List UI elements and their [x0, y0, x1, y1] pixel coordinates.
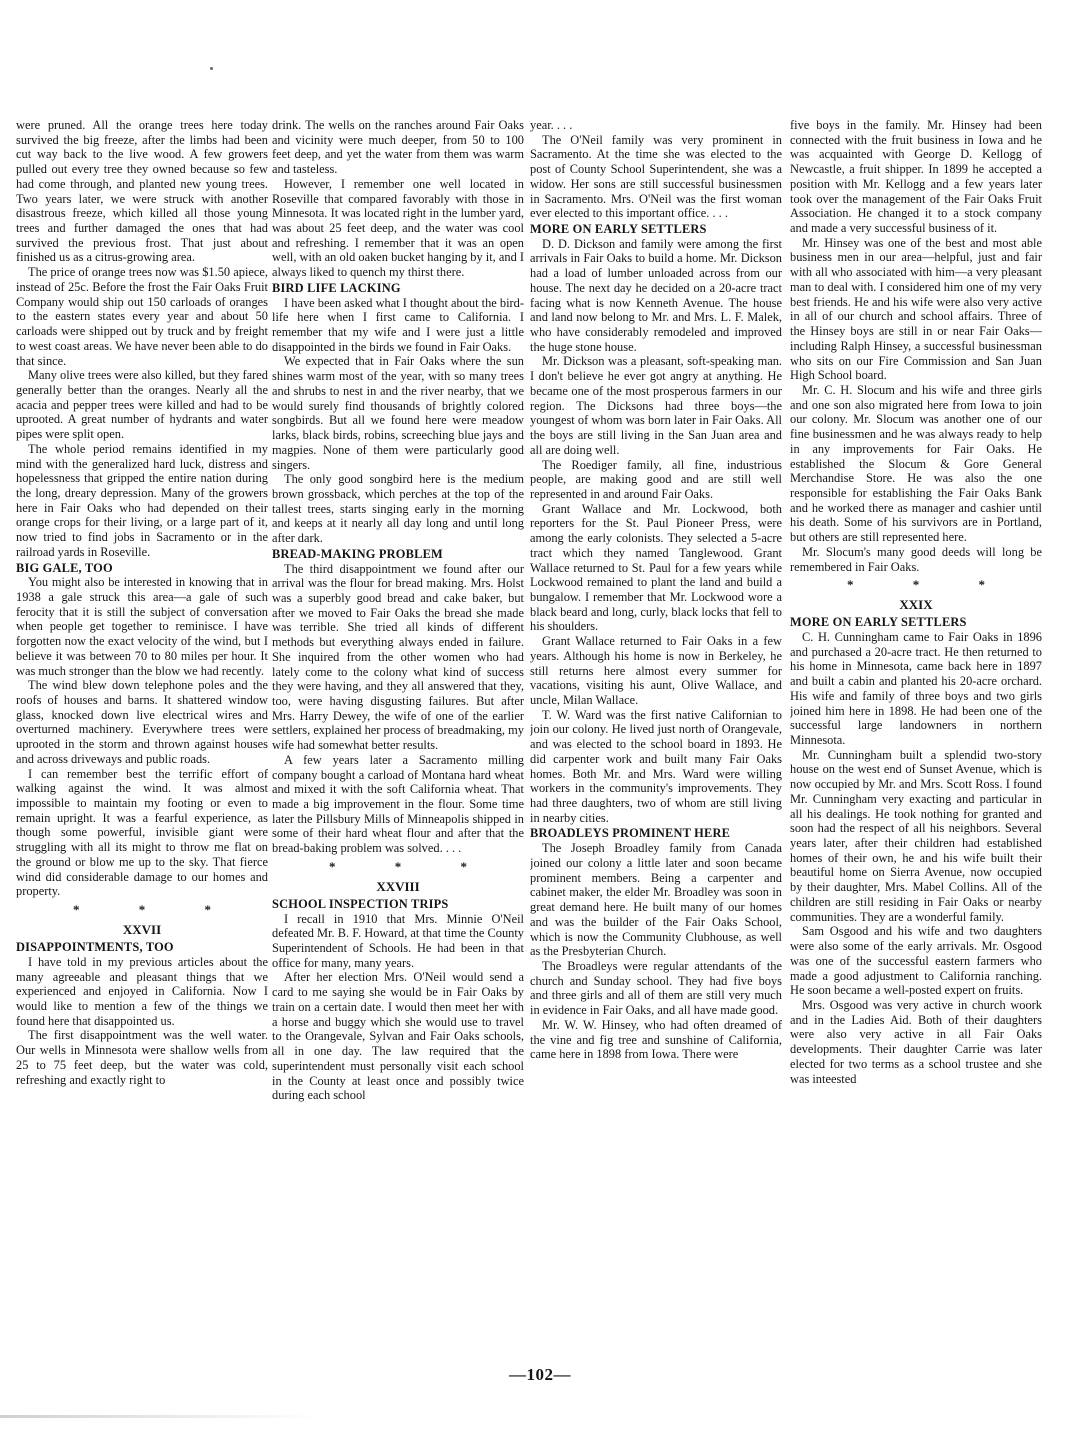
- scan-edge-mark: [0, 1415, 320, 1418]
- paragraph: A few years later a Sacramento milling company bought a carload of Montana hard wheat and mixed it with the soft California wheat. That made a big improvement in the flour. Some time later the Pillsbury Mills of Minneapolis shipped in some of their hard wheat flour and after that the bread-baking problem was solved. . . .: [272, 752, 524, 856]
- chapter-number: XXIX: [899, 597, 933, 613]
- section-heading: BROADLEYS PROMINENT HERE: [530, 826, 731, 841]
- paragraph: The whole period remains identified in my mind with the generalized hard luck, distress and hopelessness that gripped the entire nation during the long, dreary depression. Many of the growers here in Fair Oaks who had depended on their orange crops for their living, or a large part of it, now tried to find jobs in Sacramento or in the railroad yards in Roseville.: [16, 441, 268, 559]
- text-column-4: [790, 118, 1042, 1358]
- paragraph: The third disappointment we found after our arrival was the flour for bread making. Mrs. Holst was a superbly good bread and cake baker, but after we moved to Fair Oaks the bread she made was terrible. She tried all kinds of different methods but everything always ended in failure. She inquired from the other women who had lately come to the colony what kind of success they were having, and they all answered that they, too, were having disgusting failures. But after Mrs. Harry Dewey, the wife of one of the earlier settlers, explained her process of breadmaking, my wife had somewhat better results.: [272, 561, 524, 753]
- text-column-2: [272, 118, 524, 1358]
- chapter-number: XXVII: [122, 922, 162, 938]
- section-heading: MORE ON EARLY SETTLERS: [790, 615, 967, 630]
- paragraph: D. D. Dickson and family were among the first arrivals in Fair Oaks to build a home. Mr. Dickson had a load of lumber unloaded across from our house. The next day he decided on a 20-acre tract facing what is now Kenneth Avenue. The house and land now belong to Mr. and Mrs. L. F. Malek, who have considerably remodeled and improved the huge stone house.: [530, 236, 782, 354]
- paragraph: Mr. Slocum's many good deeds will long be remembered in Fair Oaks.: [790, 544, 1042, 574]
- text-column-3: [530, 118, 782, 1358]
- section-heading: BIG GALE, TOO: [16, 560, 113, 575]
- paragraph: Grant Wallace returned to Fair Oaks in a few years. Although his home is now in Berkeley, he still returns here almost every summer for vacations, visiting his aunt, Olive Wallace, and uncle, Milan Wallace.: [530, 634, 782, 708]
- section-heading: BIRD LIFE LACKING: [272, 280, 401, 295]
- paragraph: drink. The wells on the ranches around Fair Oaks and vicinity were much deeper, from 50 to 100 feet deep, and yet the water from them was warm and tasteless.: [272, 118, 524, 177]
- paragraph: We expected that in Fair Oaks where the sun shines warm most of the year, with so many trees and shrubs to nest in and the river nearby, that we would surely find thousands of brightly colored songbirds. But all we found here were meadow larks, black birds, robins, screeching blue jays and magpies. None of them were particularly good singers.: [272, 354, 524, 472]
- section-divider-stars: * * *: [329, 858, 495, 874]
- section-divider-stars: * * *: [73, 902, 239, 918]
- paragraph: I recall in 1910 that Mrs. Minnie O'Neil defeated Mr. B. F. Howard, at that time the County Superintendent of Schools. He had been in that office for many, many years.: [272, 911, 524, 970]
- paragraph: Mr. Hinsey was one of the best and most able business men in our area—helpful, just and fair with all who associated with him—a very pleasant man to deal with. I considered him one of my very best friends. He and his wife were also very active in all of our church and school affairs. Three of the Hinsey boys are still in or near Fair Oaks—including Ralph Hinsey, a successful businessman who sits on our Fire Commission and San Juan High School board.: [790, 235, 1042, 383]
- paragraph: You might also be interested in knowing that in 1938 a gale struck this area—a gale of such ferocity that it is still the subject of conversation when people get together to reminisce. I have forgotten now the exact velocity of the wind, but I believe it was between 70 to 80 miles per hour. It was much stronger than the blow we had recently.: [16, 575, 268, 678]
- paragraph: T. W. Ward was the first native Californian to join our colony. He lived just north of Orangevale, and was elected to the school board in 1893. He did carpenter work and built many Fair Oaks homes. Both Mr. and Mrs. Ward were willing workers in the community's improvements. They had three daughters, two of whom are still living in nearby cities.: [530, 707, 782, 825]
- paragraph: The Broadleys were regular attendants of the church and Sunday school. They had five boys and three girls and all of them are still very much in evidence in Fair Oaks, and all have made good.: [530, 958, 782, 1018]
- chapter-number: XXVIII: [376, 878, 420, 894]
- scan-speck: [210, 67, 213, 70]
- paragraph: Mrs. Osgood was very active in church woork and in the Ladies Aid. Both of their daughters were also very active in all Fair Oaks developments. Their daughter Carrie was later elected for two terms as a school trustee and she was inteested: [790, 997, 1042, 1086]
- paragraph: The only good songbird here is the medium brown grossback, which perches at the top of the tallest trees, starts singing early in the morning and keeps at it nearly all day long and until long after dark.: [272, 472, 524, 546]
- paragraph: The price of orange trees now was $1.50 apiece, instead of 25c. Before the frost the Fair Oaks Fruit Company would ship out 150 carloads of oranges to the eastern states every year and about 50 carloads were shipped out by truck and by freight to west coast areas. We have never been able to do that since.: [16, 265, 268, 368]
- paragraph: The wind blew down telephone poles and the roofs of houses and barns. It shattered window glass, knocked down live electrical wires and overturned machinery. Everywhere trees were uprooted in the storm and thrown against houses and across driveways and public roads.: [16, 678, 268, 766]
- paragraph: The O'Neil family was very prominent in Sacramento. At the time she was elected to the post of County School Superintendent, she was a widow. Her sons are still successful businessmen in Sacramento. Mrs. O'Neil was the first woman ever elected to this important office. . . .: [530, 132, 782, 221]
- paragraph: After her election Mrs. O'Neil would send a card to me saying she would be in Fair Oaks by train on a certain date. I would then meet her with a horse and buggy which she would use to travel to the Orangevale, Sylvan and Fair Oaks schools, all in one day. The law required that the superintendent must personally visit each school in the County at least once and possibly twice during each school: [272, 970, 524, 1103]
- paragraph: C. H. Cunningham came to Fair Oaks in 1896 and purchased a 20-acre tract. He then returned to his home in Minnesota, came back here in 1897 and built a cabin and planted his 20-acre orchard. His wife and family of three boys and two girls joined him here in 1898. He had been one of the successful large landowners in northern Minnesota.: [790, 629, 1042, 748]
- paragraph: Mr. Cunningham built a splendid two-story house on the west end of Sunset Avenue, which is now occupied by Mr. and Mrs. Scott Ross. I found Mr. Cunningham very exacting and particular in all his dealings. He took nothing for granted and soon had the respect of all his neighbors. Several years later, after their children had established homes of their own, he and his wife built their beautiful home on Sierra Avenue, now occupied by their daughter, Mrs. Mabel Collins. All of the children are still residing in Fair Oaks or nearby communities. They are a wonderful family.: [790, 747, 1042, 924]
- paragraph: five boys in the family. Mr. Hinsey had been connected with the fruit business in Iowa and he was acquainted with George D. Kellogg of Newcastle, a fruit shipper. In 1899 he accepted a position with Mr. Kellogg and a few years later took over the management of the Fair Oaks Fruit Association. He changed it to a stock company and made a very successful business of it.: [790, 118, 1042, 236]
- text-column-1: [16, 118, 268, 1358]
- paragraph: I have told in my previous articles about the many agreeable and pleasant things that we experienced and enjoyed in California. Now I would like to mention a few of the things we found here that disappointed us.: [16, 954, 268, 1028]
- paragraph: Mr. Dickson was a pleasant, soft-speaking man. I don't believe he ever got angry at anything. He became one of the most prosperous farmers in our region. The Dicksons had three boys—the youngest of whom was born later in Fair Oaks. All the boys are still living in the San Juan area and all are doing well.: [530, 354, 782, 457]
- paragraph: Many olive trees were also killed, but they fared generally better than the oranges. Nearly all the acacia and pepper trees were killed and had to be uprooted. A great number of hydrants and water pipes were split open.: [16, 368, 268, 442]
- paragraph: I have been asked what I thought about the bird-life here when I first came to California. I remember that my wife and I were just a little disappointed in the birds we found in Fair Oaks.: [272, 295, 524, 354]
- paragraph: year. . . .: [530, 118, 573, 132]
- paragraph: The Joseph Broadley family from Canada joined our colony a little later and soon became prominent members. Being a carpenter and cabinet maker, the elder Mr. Broadley was soon in great demand here. He built many of our homes and was the builder of the Fair Oaks School, which is now the Community Clubhouse, as well as the Presbyterian Church.: [530, 841, 782, 959]
- paragraph: The first disappointment was the well water. Our wells in Minnesota were shallow wells from 25 to 75 feet deep, but the water was cold, refreshing and exactly right to: [16, 1028, 268, 1087]
- paragraph: Mr. C. H. Slocum and his wife and three girls and one son also migrated here from Iowa to join our colony. Mr. Slocum was another one of our fine businessmen and he was always ready to help in any improvements for Fair Oaks. He established the Slocum & Gore General Merchandise Store. He was also the one responsible for establishing the Fair Oaks Bank and he worked there as manager and cashier until his death. Some of his survivors are in Portland, but others are still represented here.: [790, 382, 1042, 545]
- section-heading: DISAPPOINTMENTS, TOO: [16, 940, 174, 955]
- paragraph: Sam Osgood and his wife and two daughters were also some of the early arrivals. Mr. Osgood was one of the successful eastern farmers who made a good adjustment to California ranching. He soon became a well-posted expert on fruits.: [790, 924, 1042, 998]
- section-divider-stars: * * *: [847, 577, 1013, 593]
- paragraph: Grant Wallace and Mr. Lockwood, both reporters for the St. Paul Pioneer Press, were among the early colonists. They selected a 5-acre tract which they named Tanglewood. Grant Wallace returned to St. Paul for a few years while Lockwood remained to plant the land and build a bungalow. I remember that Mr. Lockwood wore a black beard and long, curly, black locks that fell to his shoulders.: [530, 501, 782, 634]
- section-heading: MORE ON EARLY SETTLERS: [530, 222, 707, 237]
- section-heading: BREAD-MAKING PROBLEM: [272, 546, 443, 561]
- paragraph: were pruned. All the orange trees here today survived the big freeze, after the limbs had been cut way back to the live wood. A few growers pulled out every tree they owned because so few had come through, and planted new young trees. Two years later, we were struck with another disastrous freeze, which killed all those young trees and further damaged the ones that had survived the previous frost. That just about finished us as a citrus-growing area.: [16, 118, 268, 265]
- page-number: —102—: [509, 1365, 571, 1384]
- paragraph: Mr. W. W. Hinsey, who had often dreamed of the vine and fig tree and sunshine of California, came here in 1898 from Iowa. There were: [530, 1017, 782, 1062]
- section-heading: SCHOOL INSPECTION TRIPS: [272, 896, 449, 911]
- paragraph: The Roediger family, all fine, industrious people, are making good and are still well represented in and around Fair Oaks.: [530, 457, 782, 501]
- paragraph: I can remember best the terrific effort of walking against the wind. It was almost impossible to maintain my footing or even to remain upright. It was a fearful experience, as though some powerful, invisible giant were struggling with all its might to throw me flat on the ground or blow me up to the sky. That fierce wind did considerable damage to our homes and property.: [16, 766, 268, 899]
- paragraph: However, I remember one well located in Roseville that compared favorably with those in Minnesota. It was located right in the lumber yard, was about 25 feet deep, and the water was cool and refreshing. I remember that it was an open well, with an old oaken bucket hanging by it, and I always liked to quench my thirst there.: [272, 176, 524, 280]
